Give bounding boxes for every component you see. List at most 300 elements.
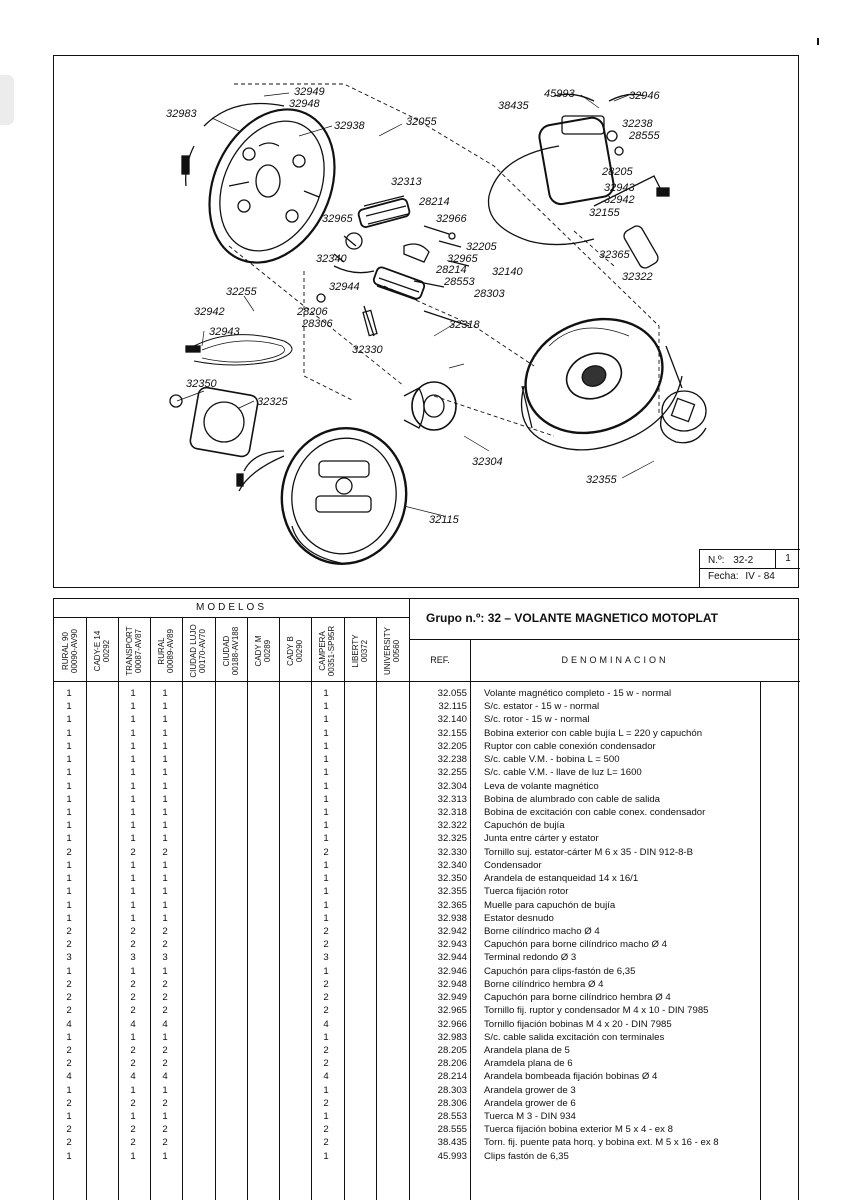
qty-cell: 3 xyxy=(323,952,329,964)
qty-cell: 2 xyxy=(323,1044,329,1056)
qty-cell: 2 xyxy=(130,846,136,858)
qty-cell: 1 xyxy=(66,1031,72,1043)
denominacion-cell: Tuerca fijación rotor xyxy=(484,886,569,898)
table-row xyxy=(54,1150,800,1163)
callout-32340: 32340 xyxy=(316,253,347,265)
qty-cell: 2 xyxy=(162,925,168,937)
qty-cell: 1 xyxy=(66,899,72,911)
callout-32966: 32966 xyxy=(436,213,467,225)
qty-cell: 4 xyxy=(130,1018,136,1030)
qty-cell: 2 xyxy=(162,1005,168,1017)
qty-cell: 2 xyxy=(130,1097,136,1109)
qty-cell: 1 xyxy=(323,793,329,805)
ref-cell: 28.214 xyxy=(437,1071,467,1083)
qty-cell: 2 xyxy=(130,925,136,937)
qty-cell: 1 xyxy=(323,767,329,779)
callout-32943b: 32943 xyxy=(209,326,240,338)
denominacion-cell: Tornillo fijación bobinas M 4 x 20 - DIN 7985 xyxy=(484,1018,672,1030)
qty-cell: 1 xyxy=(66,806,72,818)
qty-cell: 1 xyxy=(130,873,136,885)
qty-cell: 1 xyxy=(162,806,168,818)
qty-cell: 1 xyxy=(323,701,329,713)
ref-cell: 32.946 xyxy=(437,965,467,977)
callout-32255: 32255 xyxy=(226,286,257,298)
table-row xyxy=(54,1110,800,1123)
denominacion-cell: S/c. cable salida excitación con terminales xyxy=(484,1031,665,1043)
cam xyxy=(404,382,456,430)
denominacion-cell: Estator desnudo xyxy=(484,912,554,924)
denominacion-cell: Bobina exterior con cable bujía L = 220 y capuchón xyxy=(484,727,703,739)
qty-cell: 1 xyxy=(66,965,72,977)
callout-32965a: 32965 xyxy=(322,213,353,225)
ref-cell: 32.322 xyxy=(437,820,467,832)
qty-cell: 2 xyxy=(130,1005,136,1017)
table-row xyxy=(54,925,800,938)
denominacion-cell: Tuerca M 3 - DIN 934 xyxy=(484,1111,576,1123)
callout-45993: 45993 xyxy=(544,88,575,100)
ref-cell: 32.350 xyxy=(437,873,467,885)
ref-number xyxy=(708,555,753,566)
ref-date xyxy=(708,571,775,582)
qty-cell: 2 xyxy=(66,978,72,990)
table-row xyxy=(54,753,800,766)
qty-cell: 1 xyxy=(162,886,168,898)
qty-cell: 1 xyxy=(66,767,72,779)
ref-cell: 28.306 xyxy=(437,1097,467,1109)
qty-cell: 2 xyxy=(323,846,329,858)
qty-cell: 2 xyxy=(323,1124,329,1136)
denominacion-cell: Leva de volante magnético xyxy=(484,780,599,792)
table-row xyxy=(54,727,800,740)
ref-header: REF. xyxy=(430,655,450,665)
qty-cell: 1 xyxy=(66,727,72,739)
denominacion-cell: Tornillo fij. ruptor y condensador M 4 x 10 - DIN 7985 xyxy=(484,1005,709,1017)
model-rural-90: RURAL 90 00090-AV90 xyxy=(61,629,79,673)
gasket xyxy=(170,386,259,457)
callout-28205: 28205 xyxy=(602,166,633,178)
ref-cell: 32.304 xyxy=(437,780,467,792)
model-liberty: LIBERTY 00372 xyxy=(351,634,369,668)
date-label: Fecha: xyxy=(708,571,739,582)
denominacion-cell: Bobina de alumbrado con cable de salida xyxy=(484,793,661,805)
denominacion-cell: S/c. rotor - 15 w - normal xyxy=(484,714,590,726)
qty-cell: 1 xyxy=(66,754,72,766)
table-row xyxy=(54,938,800,951)
table-row xyxy=(54,991,800,1004)
qty-cell: 1 xyxy=(162,873,168,885)
qty-cell: 1 xyxy=(130,859,136,871)
callout-28214b: 28214 xyxy=(436,264,467,276)
qty-cell: 2 xyxy=(66,1058,72,1070)
qty-cell: 1 xyxy=(323,886,329,898)
qty-cell: 2 xyxy=(323,939,329,951)
qty-cell: 1 xyxy=(130,1150,136,1162)
qty-cell: 1 xyxy=(66,833,72,845)
ref-cell: 32.055 xyxy=(437,688,467,699)
qty-cell: 2 xyxy=(162,1124,168,1136)
table-row xyxy=(54,713,800,726)
qty-cell: 2 xyxy=(323,992,329,1004)
qty-cell: 1 xyxy=(66,1150,72,1162)
qty-cell: 3 xyxy=(162,952,168,964)
qty-cell: 1 xyxy=(323,688,329,699)
ref-cell: 28.553 xyxy=(437,1111,467,1123)
ref-cell: 32.313 xyxy=(437,793,467,805)
callout-32938: 32938 xyxy=(334,120,365,132)
qty-cell: 1 xyxy=(130,740,136,752)
callout-32318: 32318 xyxy=(449,319,480,331)
model-ciudad-lujo: CIUDAD LUJO 00170-AV70 xyxy=(189,624,207,678)
denominacion-cell: Junta entre cárter y estator xyxy=(484,833,599,845)
ref-cell: 45.993 xyxy=(437,1150,467,1162)
ref-cell: 32.238 xyxy=(437,754,467,766)
qty-cell: 2 xyxy=(130,1058,136,1070)
rotor-nut xyxy=(661,391,706,443)
qty-cell: 1 xyxy=(130,1111,136,1123)
denominacion-header: DENOMINACION xyxy=(561,655,669,665)
qty-cell: 1 xyxy=(323,754,329,766)
denominacion-cell: Arandela grower de 6 xyxy=(484,1097,576,1109)
callout-32946: 32946 xyxy=(629,90,660,102)
ref-value: 32-2 xyxy=(733,555,754,566)
callout-32055: 32055 xyxy=(406,116,437,128)
qty-cell: 1 xyxy=(66,688,72,699)
denominacion-cell: Arandela grower de 3 xyxy=(484,1084,576,1096)
ref-cell: 32.944 xyxy=(437,952,467,964)
callout-32942: 32942 xyxy=(604,194,635,206)
qty-cell: 2 xyxy=(66,925,72,937)
qty-cell: 1 xyxy=(66,820,72,832)
callout-38435: 38435 xyxy=(498,100,529,112)
stator-lower xyxy=(237,418,417,573)
qty-cell: 2 xyxy=(162,1058,168,1070)
denominacion-cell: Capuchón para borne cilíndrico macho Ø 4 xyxy=(484,939,667,951)
callout-32965b: 32965 xyxy=(447,253,478,265)
callout-32205: 32205 xyxy=(466,241,497,253)
ref-cell: 28.206 xyxy=(437,1058,467,1070)
callout-32155: 32155 xyxy=(589,207,620,219)
qty-cell: 1 xyxy=(130,714,136,726)
qty-cell: 1 xyxy=(162,912,168,924)
qty-cell: 2 xyxy=(323,1005,329,1017)
denominacion-cell: Capuchón para borne cilíndrico hembra Ø 4 xyxy=(484,992,671,1004)
model-rural: RURAL 00089-AV89 xyxy=(157,629,175,673)
qty-cell: 1 xyxy=(130,820,136,832)
qty-cell: 2 xyxy=(162,1044,168,1056)
qty-cell: 4 xyxy=(162,1018,168,1030)
qty-cell: 1 xyxy=(162,714,168,726)
qty-cell: 2 xyxy=(323,1058,329,1070)
ref-cell: 32.942 xyxy=(437,925,467,937)
diagram-drawing xyxy=(54,56,800,589)
ref-cell: 32.205 xyxy=(437,740,467,752)
wire-harness xyxy=(186,335,292,365)
qty-cell: 1 xyxy=(323,740,329,752)
qty-cell: 1 xyxy=(162,1111,168,1123)
table-row xyxy=(54,1097,800,1110)
denominacion-cell: Borne cilíndrico macho Ø 4 xyxy=(484,925,600,937)
model-campera: CAMPERA 00351-SP95R xyxy=(318,625,336,677)
denominacion-cell: Ruptor con cable conexión condensador xyxy=(484,740,656,752)
qty-cell: 1 xyxy=(323,820,329,832)
table-row xyxy=(54,885,800,898)
qty-cell: 1 xyxy=(130,912,136,924)
callout-28206: 28206 xyxy=(297,306,328,318)
qty-cell: 1 xyxy=(323,714,329,726)
denominacion-cell: Borne cilíndrico hembra Ø 4 xyxy=(484,978,604,990)
ref-cell: 28.303 xyxy=(437,1084,467,1096)
ref-cell: 32.983 xyxy=(437,1031,467,1043)
denominacion-cell: S/c. estator - 15 w - normal xyxy=(484,701,600,713)
qty-cell: 1 xyxy=(130,701,136,713)
qty-cell: 1 xyxy=(162,833,168,845)
qty-cell: 2 xyxy=(162,846,168,858)
qty-cell: 1 xyxy=(66,1084,72,1096)
denominacion-cell: Condensador xyxy=(484,859,542,871)
table-row xyxy=(54,1031,800,1044)
qty-cell: 2 xyxy=(162,939,168,951)
qty-cell: 1 xyxy=(162,701,168,713)
callout-28553: 28553 xyxy=(444,276,475,288)
table-row xyxy=(54,1070,800,1083)
qty-cell: 1 xyxy=(66,714,72,726)
ref-cell: 32.943 xyxy=(437,939,467,951)
callout-32322: 32322 xyxy=(622,271,653,283)
ref-cell: 32.938 xyxy=(437,912,467,924)
qty-cell: 1 xyxy=(323,727,329,739)
ref-cell: 32.115 xyxy=(438,701,467,713)
denominacion-cell: Arandela bombeada fijación bobinas Ø 4 xyxy=(484,1071,658,1083)
qty-cell: 1 xyxy=(162,899,168,911)
denominacion-cell: Terminal redondo Ø 3 xyxy=(484,952,577,964)
qty-cell: 2 xyxy=(66,1044,72,1056)
qty-cell: 1 xyxy=(66,1111,72,1123)
callout-32330: 32330 xyxy=(352,344,383,356)
table-row xyxy=(54,912,800,925)
qty-cell: 1 xyxy=(162,754,168,766)
qty-cell: 1 xyxy=(130,886,136,898)
qty-cell: 2 xyxy=(162,1137,168,1149)
qty-cell: 2 xyxy=(66,939,72,951)
qty-cell: 1 xyxy=(130,688,136,699)
callout-28306: 28306 xyxy=(302,318,333,330)
qty-cell: 1 xyxy=(66,873,72,885)
callout-28214a: 28214 xyxy=(419,196,450,208)
table-row xyxy=(54,1084,800,1097)
qty-cell: 1 xyxy=(66,780,72,792)
denominacion-cell: Arandela de estanqueidad 14 x 16/1 xyxy=(484,873,639,885)
qty-cell: 1 xyxy=(162,780,168,792)
qty-cell: 2 xyxy=(162,978,168,990)
model-cady-m: CADY M 00289 xyxy=(254,635,272,667)
denominacion-cell: Arandela plana de 5 xyxy=(484,1044,570,1056)
qty-cell: 2 xyxy=(130,992,136,1004)
qty-cell: 4 xyxy=(323,1018,329,1030)
parts-table xyxy=(53,598,799,1200)
ref-cell: 32.325 xyxy=(437,833,467,845)
table-row xyxy=(54,1044,800,1057)
table-row xyxy=(54,687,800,700)
qty-cell: 1 xyxy=(162,859,168,871)
binder-tab xyxy=(0,75,14,125)
table-row xyxy=(54,846,800,859)
group-title: Grupo n.º: 32 – VOLANTE MAGNETICO MOTOPLAT xyxy=(426,611,718,625)
qty-cell: 4 xyxy=(66,1071,72,1083)
qty-cell: 1 xyxy=(323,899,329,911)
model-ciudad: CIUDAD 00188-AV188 xyxy=(222,626,240,676)
denominacion-cell: Clips fastón de 6,35 xyxy=(484,1150,569,1162)
qty-cell: 1 xyxy=(162,1150,168,1162)
callout-32140: 32140 xyxy=(492,266,523,278)
qty-cell: 1 xyxy=(162,793,168,805)
callout-32355: 32355 xyxy=(586,474,617,486)
qty-cell: 2 xyxy=(130,1124,136,1136)
qty-cell: 1 xyxy=(130,767,136,779)
qty-cell: 1 xyxy=(162,965,168,977)
table-row xyxy=(54,806,800,819)
qty-cell: 1 xyxy=(130,780,136,792)
model-cady-e14: CADY-E 14 00292 xyxy=(93,630,111,672)
ref-cell: 32.966 xyxy=(437,1018,467,1030)
table-row xyxy=(54,1123,800,1136)
qty-cell: 1 xyxy=(323,859,329,871)
qty-cell: 2 xyxy=(66,1124,72,1136)
qty-cell: 1 xyxy=(323,1111,329,1123)
callout-32115: 32115 xyxy=(429,514,459,526)
qty-cell: 1 xyxy=(66,912,72,924)
denominacion-cell: Tornillo suj. estator-cárter M 6 x 35 - DIN 912-8-B xyxy=(484,846,694,858)
callout-32942b: 32942 xyxy=(194,306,225,318)
callout-32944: 32944 xyxy=(329,281,360,293)
qty-cell: 1 xyxy=(323,806,329,818)
qty-cell: 4 xyxy=(162,1071,168,1083)
table-row xyxy=(54,1057,800,1070)
callout-32238: 32238 xyxy=(622,118,653,130)
qty-cell: 2 xyxy=(66,1097,72,1109)
qty-cell: 2 xyxy=(66,992,72,1004)
qty-cell: 2 xyxy=(130,1137,136,1149)
qty-cell: 2 xyxy=(66,846,72,858)
qty-cell: 4 xyxy=(130,1071,136,1083)
denominacion-cell: Muelle para capuchón de bujía xyxy=(484,899,616,911)
reference-box xyxy=(699,549,800,588)
table-row xyxy=(54,819,800,832)
qty-cell: 1 xyxy=(66,701,72,713)
ref-cell: 32.340 xyxy=(437,859,467,871)
callout-32350: 32350 xyxy=(186,378,217,390)
qty-cell: 1 xyxy=(130,833,136,845)
qty-cell: 1 xyxy=(323,965,329,977)
qty-cell: 2 xyxy=(323,1097,329,1109)
denominacion-cell: Volante magnético completo - 15 w - normal xyxy=(484,688,672,699)
qty-cell: 2 xyxy=(323,925,329,937)
qty-cell: 1 xyxy=(130,1031,136,1043)
date-value: IV - 84 xyxy=(745,571,775,582)
callout-32948: 32948 xyxy=(289,98,320,110)
qty-cell: 2 xyxy=(162,992,168,1004)
ref-cell: 32.155 xyxy=(437,727,467,739)
callout-28555: 28555 xyxy=(629,130,660,142)
qty-cell: 1 xyxy=(323,1084,329,1096)
qty-cell: 1 xyxy=(162,740,168,752)
denominacion-cell: Capuchón de bujía xyxy=(484,820,565,832)
table-row xyxy=(54,1018,800,1031)
callout-32949: 32949 xyxy=(294,86,325,98)
denominacion-cell: Bobina de excitación con cable conex. condensador xyxy=(484,806,706,818)
qty-cell: 2 xyxy=(66,1005,72,1017)
model-cady-b: CADY B 00290 xyxy=(286,636,304,666)
qty-cell: 1 xyxy=(66,886,72,898)
qty-cell: 1 xyxy=(323,912,329,924)
rotor-flywheel xyxy=(509,300,682,451)
qty-cell: 3 xyxy=(130,952,136,964)
ref-cell: 32.318 xyxy=(437,806,467,818)
ref-cell: 28.205 xyxy=(437,1044,467,1056)
table-row xyxy=(54,951,800,964)
denominacion-cell: S/c. cable V.M. - bobina L = 500 xyxy=(484,754,620,766)
qty-cell: 1 xyxy=(130,806,136,818)
table-row xyxy=(54,1136,800,1149)
callout-32983: 32983 xyxy=(166,108,197,120)
qty-cell: 1 xyxy=(162,767,168,779)
qty-cell: 1 xyxy=(130,1084,136,1096)
qty-cell: 1 xyxy=(323,1031,329,1043)
qty-cell: 2 xyxy=(66,1137,72,1149)
qty-cell: 1 xyxy=(162,1031,168,1043)
callout-32325: 32325 xyxy=(257,396,288,408)
model-university: UNIVERSITY 00560 xyxy=(383,627,401,676)
ref-label: N.º: xyxy=(708,555,725,566)
qty-cell: 2 xyxy=(162,1097,168,1109)
table-row xyxy=(54,780,800,793)
page-corner-mark xyxy=(817,38,819,45)
table-row xyxy=(54,965,800,978)
qty-cell: 1 xyxy=(162,688,168,699)
denominacion-cell: Torn. fij. puente pata horq. y bobina ext. M 5 x 16 - ex 8 xyxy=(484,1137,719,1149)
page-number: 1 xyxy=(775,550,800,568)
qty-cell: 1 xyxy=(130,793,136,805)
denominacion-cell: Aramdela plana de 6 xyxy=(484,1058,573,1070)
callout-28303: 28303 xyxy=(474,288,505,300)
qty-cell: 2 xyxy=(323,1137,329,1149)
ref-cell: 32.355 xyxy=(437,886,467,898)
qty-cell: 1 xyxy=(130,899,136,911)
qty-cell: 1 xyxy=(66,740,72,752)
qty-cell: 1 xyxy=(162,820,168,832)
qty-cell: 4 xyxy=(323,1071,329,1083)
qty-cell: 2 xyxy=(323,978,329,990)
qty-cell: 2 xyxy=(130,978,136,990)
callout-32304: 32304 xyxy=(472,456,503,468)
callout-32365: 32365 xyxy=(599,249,630,261)
ref-cell: 32.965 xyxy=(437,1005,467,1017)
ref-cell: 32.140 xyxy=(437,714,467,726)
ref-cell: 32.948 xyxy=(437,978,467,990)
qty-cell: 1 xyxy=(323,873,329,885)
denominacion-cell: S/c. cable V.M. - llave de luz L= 1600 xyxy=(484,767,642,779)
table-row xyxy=(54,832,800,845)
qty-cell: 1 xyxy=(130,754,136,766)
qty-cell: 1 xyxy=(66,793,72,805)
qty-cell: 1 xyxy=(162,1084,168,1096)
ref-cell: 32.255 xyxy=(437,767,467,779)
callout-32313: 32313 xyxy=(391,176,422,188)
modelos-title: MODELOS xyxy=(195,602,267,613)
qty-cell: 1 xyxy=(66,859,72,871)
qty-cell: 1 xyxy=(130,965,136,977)
model-transport: TRANSPORT 00087-AV87 xyxy=(125,626,143,676)
qty-cell: 2 xyxy=(130,939,136,951)
